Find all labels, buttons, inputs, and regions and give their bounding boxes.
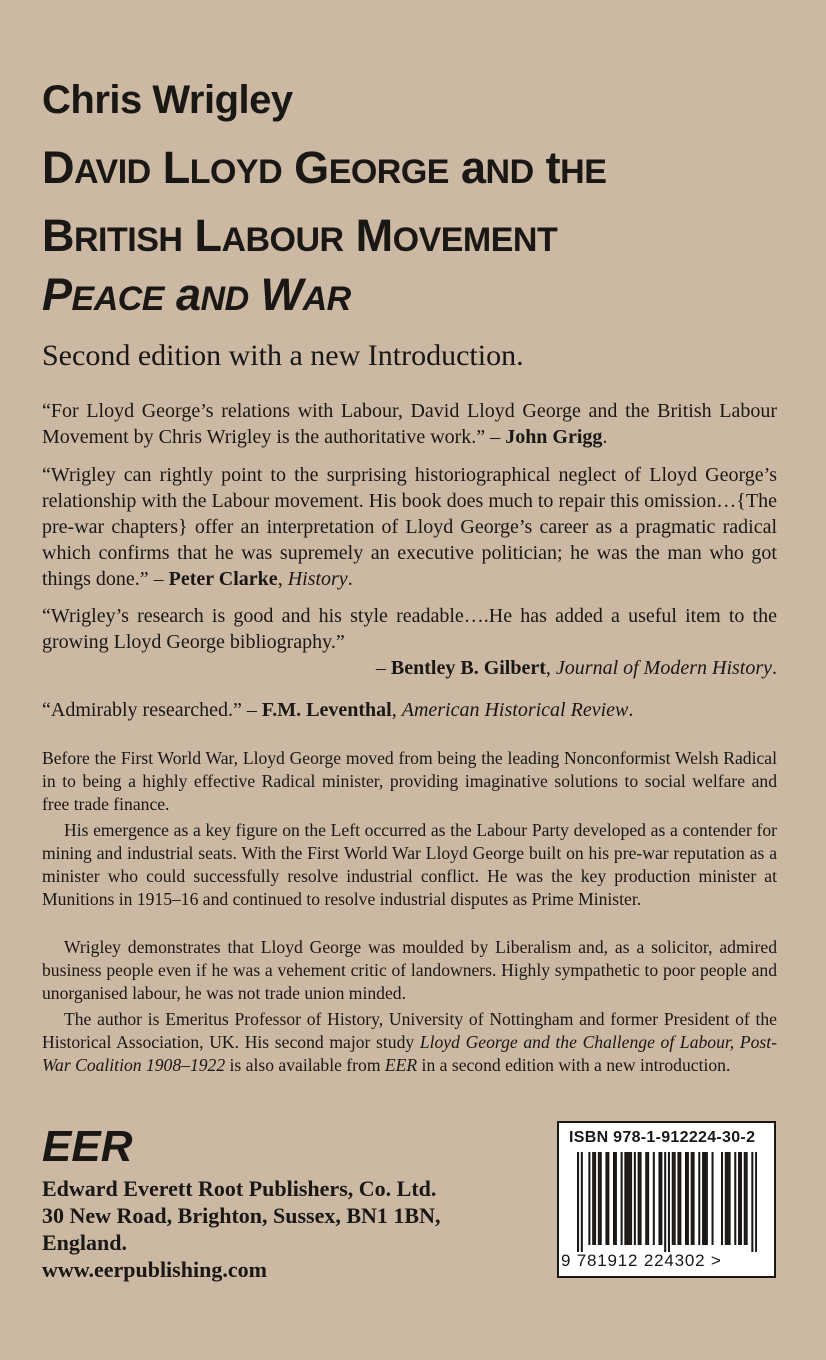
quote-end: . — [772, 657, 777, 679]
quote-author: Peter Clarke — [168, 568, 278, 590]
barcode-bar — [638, 1152, 640, 1245]
blurb-paragraph-4 — [42, 1008, 777, 1077]
barcode-bar — [712, 1152, 714, 1245]
edition-note: Second edition with a new Introduction. — [42, 339, 524, 372]
blurb-text: The author is Emeritus Professor of History, University of Nottingham and former President of the Historical Association, UK. His second major study — [42, 1009, 777, 1052]
quote-text: “For Lloyd George’s relations with Labour, David Lloyd George and the British Labour Movement by Chris Wrigley is the authoritative work.” – — [42, 400, 777, 448]
barcode-bar — [658, 1152, 660, 1245]
barcode-bar — [577, 1152, 579, 1252]
publisher-address-line-2: England. — [42, 1230, 127, 1255]
barcode-bar — [634, 1152, 636, 1245]
isbn-label: ISBN 978-1-912224-30-2 — [569, 1129, 756, 1146]
barcode-bar — [613, 1152, 615, 1245]
author-name: Chris Wrigley — [42, 78, 293, 122]
quote-author: John Grigg — [505, 426, 603, 448]
review-quote-leventhal: “Admirably researched.” – F.M. Leventhal, American Historical Review. — [42, 699, 634, 721]
barcode-bar — [706, 1152, 708, 1245]
quote-author: Bentley B. Gilbert — [390, 657, 546, 679]
review-quote-grigg — [42, 398, 777, 450]
barcode-bar — [600, 1152, 602, 1245]
barcode-bar — [640, 1152, 642, 1245]
barcode-bar — [744, 1152, 746, 1245]
barcode-bar — [679, 1152, 681, 1245]
review-quote-clarke: “Wrigley can rightly point to the surprising historiographical neglect of Lloyd George’s relationship with the Labour movement. His book does much to repair this omission…{The pre-war chapters} offer an interpretation of Lloyd George’s career as a pragmatic radical which confirms that he was supremely an executive politician; he was the man who got things done.” – Peter Clarke, History. — [42, 464, 777, 590]
barcode-bar — [615, 1152, 617, 1245]
blurb-paragraph-2: His emergence as a key figure on the Left occurred as the Labour Party developed as a contender for mining and industrial seats. With the First World War Lloyd George built on his pre-war reputation as a minister who could successfully resolve industrial conflict. He was the key production minister at Munitions in 1915–16 and continued to resolve industrial disputes as Prime Minister. — [42, 820, 777, 909]
barcode-bar — [668, 1152, 670, 1252]
publisher-info — [42, 1175, 441, 1283]
barcode-bar — [691, 1152, 693, 1245]
barcode-bar — [721, 1152, 723, 1245]
publisher-abbrev: EER — [384, 1055, 418, 1075]
barcode-bar — [621, 1152, 623, 1245]
barcode-bar — [607, 1152, 609, 1245]
barcode-bar — [581, 1152, 583, 1252]
blurb-paragraph-3: Wrigley demonstrates that Lloyd George was moulded by Liberalism and, as a solicitor, admired business people even if he was a vehement critic of landowners. Highly sympathetic to poor people and unorganised labour, he was not trade union minded. — [42, 937, 777, 1003]
barcode-bar — [755, 1152, 757, 1252]
barcode-bar — [630, 1152, 632, 1245]
publisher-website: www.eerpublishing.com — [42, 1257, 267, 1282]
barcode-bar — [734, 1152, 736, 1245]
barcode-bar — [672, 1152, 674, 1245]
barcode-bar — [653, 1152, 655, 1245]
title-line-2: BRITISH LABOUR MOVEMENT — [42, 210, 558, 261]
barcode-bar — [624, 1152, 626, 1245]
barcode-bar — [594, 1152, 596, 1245]
barcode-bar — [693, 1152, 695, 1245]
quote-source: American Historical Review — [401, 699, 629, 721]
barcode-bar — [605, 1152, 607, 1245]
quote-attribution: – Bentley B. Gilbert, Journal of Modern History. — [375, 657, 777, 679]
quote-source: History — [287, 568, 348, 590]
barcode-bar — [645, 1152, 647, 1245]
barcode-bar — [738, 1152, 740, 1245]
barcode-bar — [664, 1152, 666, 1252]
barcode-bar — [740, 1152, 742, 1245]
barcode-bar — [729, 1152, 731, 1245]
quote-author: F.M. Leventhal — [261, 699, 392, 721]
barcode-bars-icon — [577, 1152, 757, 1252]
barcode-bar — [660, 1152, 662, 1245]
barcode-bar — [647, 1152, 649, 1245]
barcode-bar — [598, 1152, 600, 1245]
barcode-bar — [746, 1152, 748, 1245]
barcode-bar — [674, 1152, 676, 1245]
quote-end: . — [628, 699, 634, 721]
barcode-bar — [702, 1152, 704, 1245]
blurb-text: in a second edition with a new introduction. — [417, 1055, 731, 1075]
quote-text: “Admirably researched.” – — [42, 699, 257, 721]
barcode-bar — [698, 1152, 700, 1245]
publisher-logo: EER — [42, 1122, 133, 1171]
barcode-bar — [588, 1152, 590, 1245]
quote-text: “Wrigley can rightly point to the surprising historiographical neglect of Lloyd George’s relationship with the Labour movement. His book does much to repair this omission…{The pre-war chapters} offer an interpretation of Lloyd George’s career as a pragmatic radical which confirms that he was supremely an executive politician; he was the man who got things done.” – — [42, 464, 777, 590]
blurb-text: is also available from — [225, 1055, 385, 1075]
barcode-bar — [704, 1152, 706, 1245]
barcode-bar — [626, 1152, 628, 1245]
related-book-title: Lloyd George and the Challenge of Labour, Post-War Coalition 1908–1922 — [42, 1032, 777, 1075]
quote-text: “Wrigley’s research is good and his style readable….He has added a useful item to the growing Lloyd George bibliography.” — [42, 605, 777, 653]
book-title — [42, 136, 802, 272]
barcode-bar — [727, 1152, 729, 1245]
barcode-bar — [687, 1152, 689, 1245]
barcode-bar — [725, 1152, 727, 1245]
review-quote-gilbert — [42, 603, 777, 681]
publisher-address-line-1: 30 New Road, Brighton, Sussex, BN1 1BN, — [42, 1203, 441, 1228]
isbn-barcode — [557, 1121, 776, 1278]
blurb-paragraph-1: Before the First World War, Lloyd George moved from being the leading Nonconformist Welsh Radical in to being a highly effective Radical minister, providing imaginative solutions to social welfare and free trade finance. — [42, 748, 777, 814]
quote-end: . — [602, 426, 608, 448]
quote-source: Journal of Modern History — [555, 657, 772, 679]
quote-end: . — [347, 568, 353, 590]
title-line-1: DAVID LLOYD GEORGE aND tHE — [42, 142, 607, 193]
barcode-bar — [592, 1152, 594, 1245]
barcode-bar — [677, 1152, 679, 1245]
barcode-digits: 9 781912 224302 > — [561, 1251, 722, 1270]
barcode-bar — [751, 1152, 753, 1252]
barcode-bar — [685, 1152, 687, 1245]
book-subtitle: PEACE aND WAR — [42, 269, 351, 320]
publisher-name: Edward Everett Root Publishers, Co. Ltd. — [42, 1176, 437, 1201]
barcode-bar — [628, 1152, 630, 1245]
